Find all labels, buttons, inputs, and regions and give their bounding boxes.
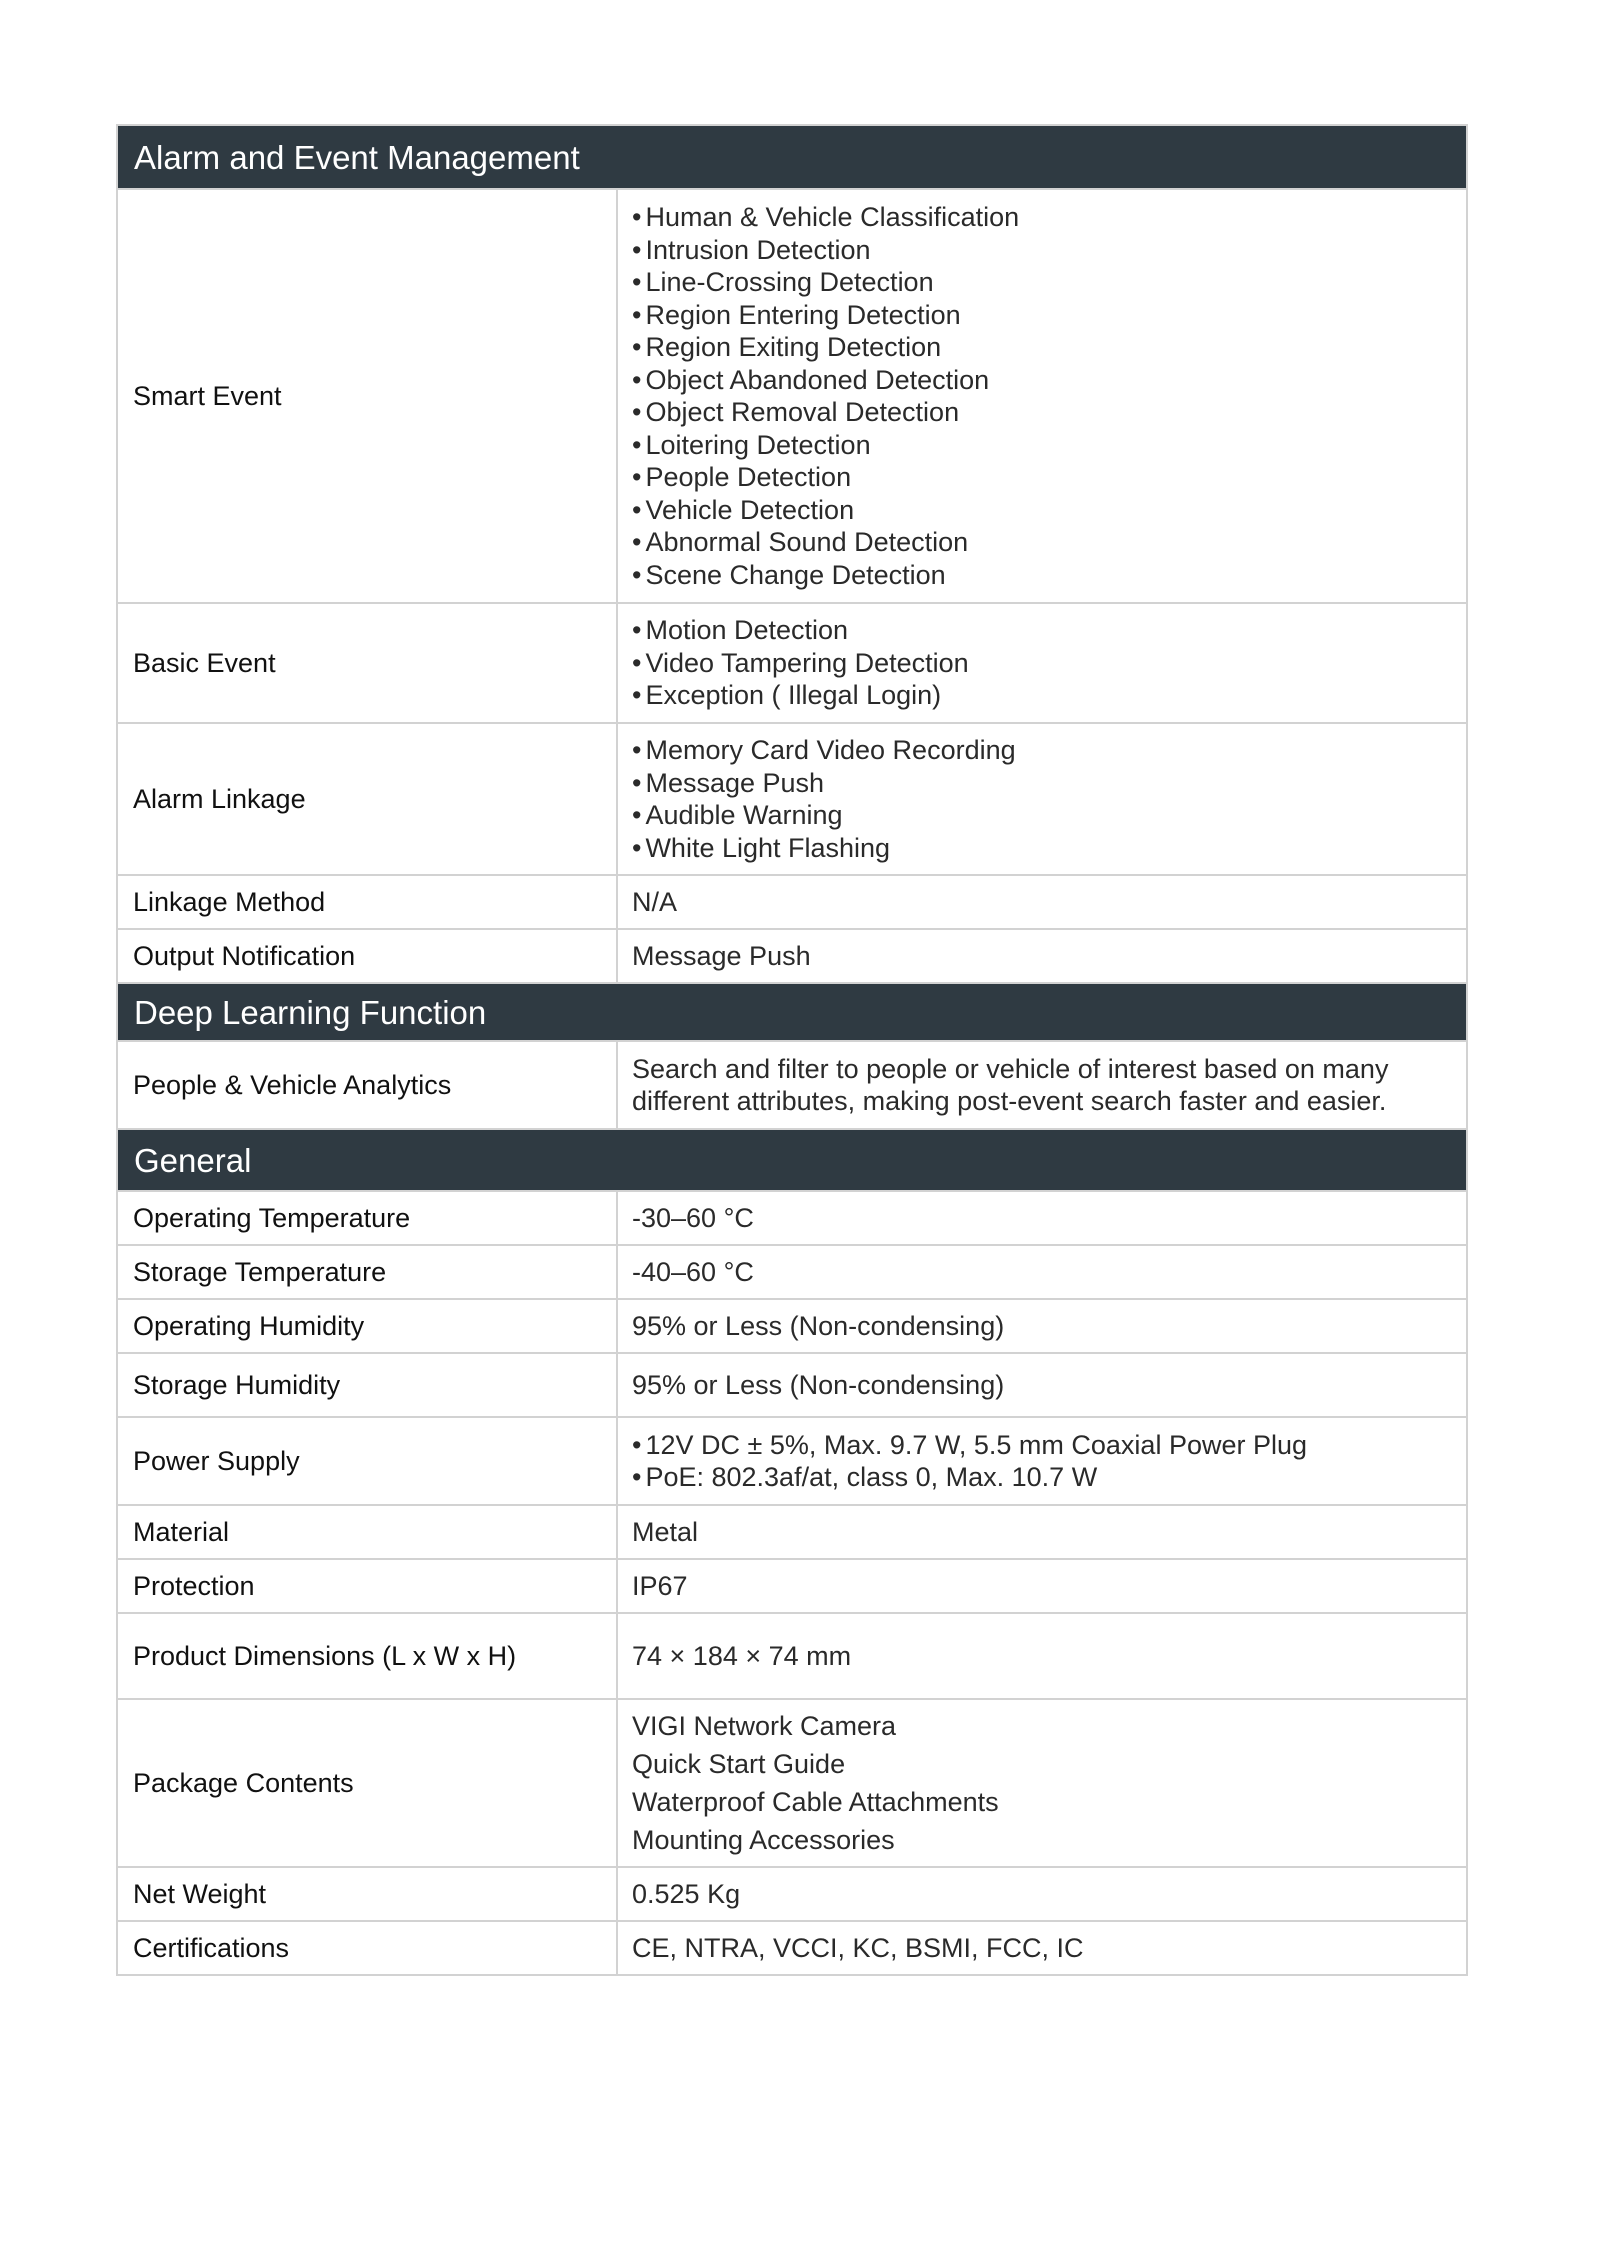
spec-value-list xyxy=(618,604,1466,722)
spec-label: Operating Humidity xyxy=(118,1300,618,1352)
spec-value-text: 74 × 184 × 74 mm xyxy=(632,1640,852,1671)
spec-value-text: -40–60 °C xyxy=(632,1256,754,1287)
spec-label: People & Vehicle Analytics xyxy=(118,1042,618,1128)
list-item: • Loitering Detection xyxy=(632,429,1452,462)
spec-value xyxy=(618,1560,1466,1612)
spec-label: Package Contents xyxy=(118,1700,618,1866)
spec-value-text: 0.525 Kg xyxy=(632,1878,741,1909)
list-item: • People Detection xyxy=(632,461,1452,494)
spec-row-package-contents xyxy=(118,1700,1466,1868)
list-item: • Line-Crossing Detection xyxy=(632,266,1452,299)
spec-value-text: Metal xyxy=(632,1516,699,1547)
spec-value xyxy=(618,1868,1466,1920)
list-item: • Scene Change Detection xyxy=(632,559,1452,592)
list-item: • Human & Vehicle Classification xyxy=(632,201,1452,234)
spec-label: Smart Event xyxy=(118,190,618,602)
spec-row-output-notification xyxy=(118,930,1466,984)
list-item: • Audible Warning xyxy=(632,799,1452,832)
spec-label: Material xyxy=(118,1506,618,1558)
spec-value xyxy=(618,1700,1466,1866)
list-item: • Video Tampering Detection xyxy=(632,647,1452,680)
list-item: • Memory Card Video Recording xyxy=(632,734,1452,767)
spec-row-smart-event xyxy=(118,190,1466,604)
spec-row-power-supply xyxy=(118,1418,1466,1506)
spec-label: Protection xyxy=(118,1560,618,1612)
spec-value-list xyxy=(618,1418,1466,1504)
spec-label: Storage Temperature xyxy=(118,1246,618,1298)
spec-table xyxy=(116,124,1468,1976)
spec-value-line: Mounting Accessories xyxy=(632,1825,895,1855)
spec-row-net-weight xyxy=(118,1868,1466,1922)
spec-value-text: -30–60 °C xyxy=(632,1202,754,1233)
spec-value-text: Message Push xyxy=(632,940,811,971)
spec-value xyxy=(618,1192,1466,1244)
spec-row-linkage-method xyxy=(118,876,1466,930)
spec-row-basic-event xyxy=(118,604,1466,724)
spec-value xyxy=(618,1246,1466,1298)
spec-value xyxy=(618,1042,1466,1128)
spec-row-alarm-linkage xyxy=(118,724,1466,876)
spec-row-operating-humidity xyxy=(118,1300,1466,1354)
spec-row-people-vehicle-analytics xyxy=(118,1042,1466,1130)
spec-row-storage-temperature xyxy=(118,1246,1466,1300)
spec-label: Net Weight xyxy=(118,1868,618,1920)
spec-label: Power Supply xyxy=(118,1418,618,1504)
spec-value-text: N/A xyxy=(632,886,678,917)
spec-value-line: VIGI Network Camera xyxy=(632,1711,897,1741)
spec-label: Alarm Linkage xyxy=(118,724,618,874)
spec-row-operating-temperature xyxy=(118,1192,1466,1246)
spec-value xyxy=(618,1354,1466,1416)
spec-value-list xyxy=(618,724,1466,874)
spec-value xyxy=(618,1922,1466,1974)
list-item: • Motion Detection xyxy=(632,614,1452,647)
list-item: • Object Removal Detection xyxy=(632,396,1452,429)
spec-value-text: CE, NTRA, VCCI, KC, BSMI, FCC, IC xyxy=(632,1932,1084,1963)
list-item: • Region Exiting Detection xyxy=(632,331,1452,364)
spec-value-line: Quick Start Guide xyxy=(632,1749,846,1779)
section-header-deep-learning: Deep Learning Function xyxy=(118,984,1466,1042)
list-item: • Exception ( Illegal Login) xyxy=(632,679,1452,712)
spec-value xyxy=(618,1506,1466,1558)
spec-value-line: Search and filter to people or vehicle of interest based on many xyxy=(632,1053,1389,1084)
spec-value-line: Waterproof Cable Attachments xyxy=(632,1787,999,1817)
spec-label: Operating Temperature xyxy=(118,1192,618,1244)
section-header-alarm-event: Alarm and Event Management xyxy=(118,126,1466,190)
spec-value-text: IP67 xyxy=(632,1570,688,1601)
spec-label: Product Dimensions (L x W x H) xyxy=(118,1614,618,1698)
spec-label: Output Notification xyxy=(118,930,618,982)
list-item: • Object Abandoned Detection xyxy=(632,364,1452,397)
spec-label: Certifications xyxy=(118,1922,618,1974)
list-item: • Vehicle Detection xyxy=(632,494,1452,527)
spec-row-protection xyxy=(118,1560,1466,1614)
spec-value xyxy=(618,1614,1466,1698)
spec-value-list xyxy=(618,190,1466,602)
list-item: • Region Entering Detection xyxy=(632,299,1452,332)
spec-label: Storage Humidity xyxy=(118,1354,618,1416)
spec-value xyxy=(618,930,1466,982)
list-item: • Abnormal Sound Detection xyxy=(632,526,1452,559)
spec-label: Basic Event xyxy=(118,604,618,722)
spec-value xyxy=(618,876,1466,928)
spec-row-storage-humidity xyxy=(118,1354,1466,1418)
list-item: • Message Push xyxy=(632,767,1452,800)
list-item: • Intrusion Detection xyxy=(632,234,1452,267)
spec-value-line: different attributes, making post-event search faster and easier. xyxy=(632,1086,1387,1116)
spec-row-material xyxy=(118,1506,1466,1560)
spec-row-product-dimensions xyxy=(118,1614,1466,1700)
section-header-general: General xyxy=(118,1130,1466,1192)
spec-label: Linkage Method xyxy=(118,876,618,928)
spec-row-certifications xyxy=(118,1922,1466,1974)
spec-value-text: 95% or Less (Non-condensing) xyxy=(632,1310,1005,1341)
list-item: • White Light Flashing xyxy=(632,832,1452,865)
list-item: • 12V DC ± 5%, Max. 9.7 W, 5.5 mm Coaxial Power Plug xyxy=(632,1429,1452,1462)
spec-value-text: 95% or Less (Non-condensing) xyxy=(632,1369,1005,1400)
spec-value xyxy=(618,1300,1466,1352)
list-item: • PoE: 802.3af/at, class 0, Max. 10.7 W xyxy=(632,1461,1452,1494)
